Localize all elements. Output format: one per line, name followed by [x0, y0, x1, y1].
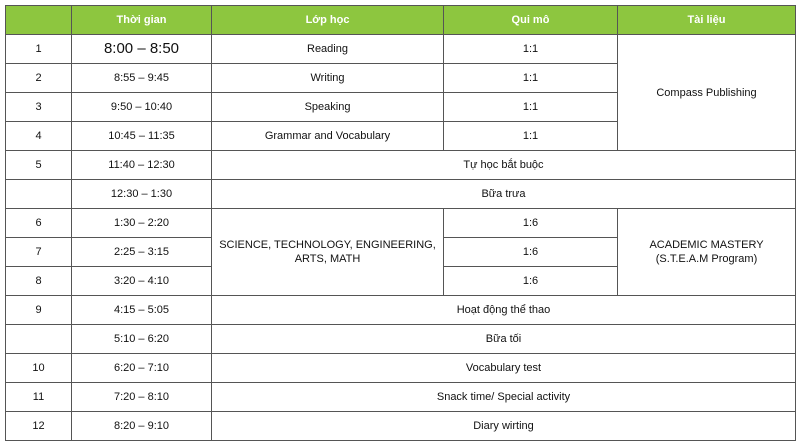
row-number: 5 [6, 151, 72, 180]
header-materials: Tài liệu [618, 6, 796, 35]
row-scale: 1:6 [444, 209, 618, 238]
row-scale: 1:6 [444, 267, 618, 296]
row-scale: 1:1 [444, 35, 618, 64]
row-number [6, 325, 72, 354]
row-time: 1:30 – 2:20 [72, 209, 212, 238]
table-row [6, 151, 796, 180]
row-time: 12:30 – 1:30 [72, 180, 212, 209]
row-scale: 1:1 [444, 93, 618, 122]
table-row [6, 383, 796, 412]
row-activity: Bữa tối [212, 325, 796, 354]
row-number: 11 [6, 383, 72, 412]
row-time: 8:20 – 9:10 [72, 412, 212, 441]
row-class: Speaking [212, 93, 444, 122]
row-activity: Tự học bắt buộc [212, 151, 796, 180]
table-row [6, 296, 796, 325]
table-row [6, 325, 796, 354]
row-time: 11:40 – 12:30 [72, 151, 212, 180]
row-scale: 1:1 [444, 64, 618, 93]
row-number: 7 [6, 238, 72, 267]
row-activity: Bữa trưa [212, 180, 796, 209]
steam-class: SCIENCE, TECHNOLOGY, ENGINEERING, ARTS, MATH [212, 209, 444, 296]
row-scale: 1:1 [444, 122, 618, 151]
table-row [6, 180, 796, 209]
row-time: 7:20 – 8:10 [72, 383, 212, 412]
row-time: 9:50 – 10:40 [72, 93, 212, 122]
header-class: Lớp học [212, 6, 444, 35]
materials-steam-line2: (S.T.E.A.M Program) [655, 253, 758, 265]
row-number: 10 [6, 354, 72, 383]
row-class: Writing [212, 64, 444, 93]
row-activity: Hoạt động thể thao [212, 296, 796, 325]
row-number: 1 [6, 35, 72, 64]
row-class: Reading [212, 35, 444, 64]
materials-steam-line1: ACADEMIC MASTERY [649, 239, 764, 251]
table-row [6, 209, 796, 238]
row-number: 3 [6, 93, 72, 122]
row-number: 12 [6, 412, 72, 441]
header-time: Thời gian [72, 6, 212, 35]
schedule-table [5, 5, 796, 441]
materials-steam [618, 209, 796, 296]
row-time: 10:45 – 11:35 [72, 122, 212, 151]
row-number: 6 [6, 209, 72, 238]
row-scale: 1:6 [444, 238, 618, 267]
row-time: 8:55 – 9:45 [72, 64, 212, 93]
row-number: 2 [6, 64, 72, 93]
row-activity: Vocabulary test [212, 354, 796, 383]
row-activity: Diary wirting [212, 412, 796, 441]
header-scale: Qui mô [444, 6, 618, 35]
table-row [6, 412, 796, 441]
row-activity: Snack time/ Special activity [212, 383, 796, 412]
table-row [6, 35, 796, 64]
table-row [6, 354, 796, 383]
row-number [6, 180, 72, 209]
row-time: 6:20 – 7:10 [72, 354, 212, 383]
row-time: 4:15 – 5:05 [72, 296, 212, 325]
row-time: 5:10 – 6:20 [72, 325, 212, 354]
header-no [6, 6, 72, 35]
row-number: 4 [6, 122, 72, 151]
row-class: Grammar and Vocabulary [212, 122, 444, 151]
materials-compass: Compass Publishing [618, 35, 796, 151]
row-time: 3:20 – 4:10 [72, 267, 212, 296]
row-number: 8 [6, 267, 72, 296]
header-row [6, 6, 796, 35]
row-time: 8:00 – 8:50 [72, 35, 212, 64]
row-time: 2:25 – 3:15 [72, 238, 212, 267]
row-number: 9 [6, 296, 72, 325]
